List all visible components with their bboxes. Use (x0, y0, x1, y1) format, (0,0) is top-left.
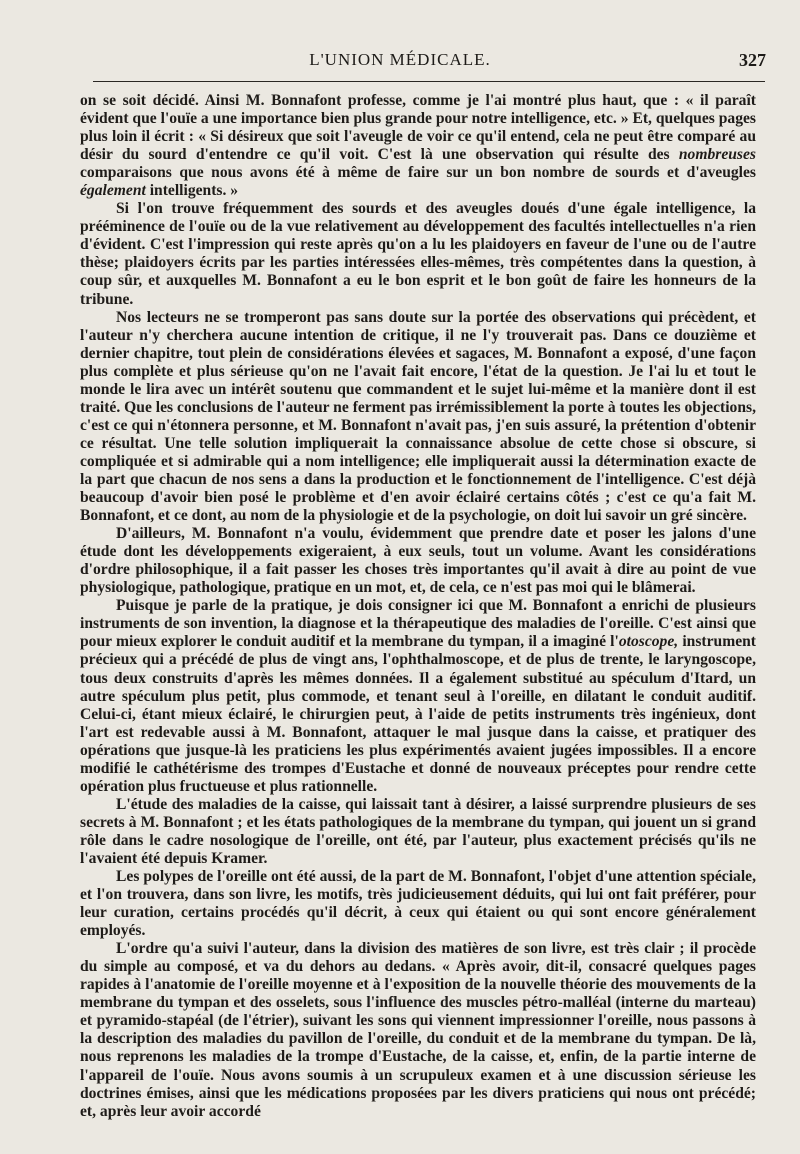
text-run: on se soit décidé. Ainsi M. Bonnafont professe, comme je l'ai montré plus haut, que : « il paraît évident que l'ouïe a une importance bien plus grande pour notre intelligence, etc. » Et, quelques pages plus loin il écrit : « Si désireux que soit l'aveugle de voir ce qu'il entend, cela ne peut être comparé au désir du sourd d'entendre ce qu'il voit. C'est là une observation qui résulte des (80, 92, 756, 164)
text-run: intelligents. » (145, 182, 239, 200)
paragraph (80, 796, 756, 868)
text-run: instrument précieux qui a précédé de plus de vingt ans, l'ophthalmoscope, et de plus de trente, le laryngoscope, tous deux construits d'après les mêmes données. Il a également substitué au spéculum d'Itard, un autre spéculum plus petit, plus commode, et tenant seul à l'oreille, en dilatant le conduit auditif. Celui-ci, étant mieux éclairé, le chirurgien peut, à l'aide de petits instruments très ingénieux, dont l'art est redevable aussi à M. Bonnafont, attaquer le mal jusque dans la caisse, et pratiquer des opérations que jusque-là les praticiens les plus expérimentés avaient jugées impossibles. Il a encore modifié le cathétérisme des trompes d'Eustache et donné de nouveaux préceptes pour rendre cette opération plus fructueuse et plus rationnelle. (80, 633, 756, 795)
journal-title: L'UNION MÉDICALE. (309, 50, 491, 69)
header-rule (93, 81, 765, 82)
paragraph (80, 940, 756, 1120)
text-run: Puisque je parle de la pratique, je dois consigner ici que M. Bonnafont a enrichi de plusieurs instruments de son invention, la diagnose et la thérapeutique des maladies de l'oreille. C'est ainsi que pour mieux explorer le conduit auditif et la membrane du tympan, il a imaginé l' (80, 597, 756, 651)
paragraph (80, 309, 756, 526)
text-run: Nos lecteurs ne se tromperont pas sans doute sur la portée des observations qui précèdent, et l'auteur n'y cherchera aucune intention de critique, il ne l'y trouverait pas. Dans ce douzième et dernier chapitre, tout plein de considérations élevées et sagaces, M. Bonnafont a exposé, d'une façon plus complète et plus sérieuse qu'on ne l'avait fait encore, l'état de la question. Je l'ai lu et tout le monde le lira avec un intérêt soutenu que commandent et le sujet lui-même et la manière dont il est traité. Que les conclusions de l'auteur ne ferment pas irrémissiblement la porte à toutes les objections, c'est ce qui n'étonnera personne, et M. Bonnafont n'avait pas, j'en suis assuré, la prétention d'obtenir ce résultat. Une telle solution impliquerait la connaissance absolue de cette chose si obscure, si compliquée et si admirable qui a nom intelligence; elle impliquerait aussi la détermination exacte de la part que chacun de nos sens a dans la production et le fonctionnement de l'intelligence. C'est déjà beaucoup d'avoir bien posé le problème et d'en avoir éclairé certains côtés ; c'est ce qu'a fait M. Bonnafont, et ce dont, au nom de la physiologie et de la psychologie, on doit lui savoir un gré sincère. (80, 308, 756, 525)
text-run: L'ordre qu'a suivi l'auteur, dans la division des matières de son livre, est très clair ; il procède du simple au composé, et va du dehors au dedans. « Après avoir, dit-il, consacré quelques pages rapides à l'anatomie de l'oreille moyenne et à l'exposition de la nouvelle théorie des mouvements de la membrane du tympan et des osselets, sous l'influence des muscles pétro-malléal (interne du marteau) et pyramido-stapéal (de l'étrier), suivant les sons qui viennent impressionner l'oreille, nous passons à la description des maladies du pavillon de l'oreille, du conduit et de la membrane du tympan. De là, nous reprenons les maladies de la trompe d'Eustache, de la caisse, et, enfin, de la partie interne de l'appareil de l'ouïe. Nous avons soumis à un scrupuleux examen et à une discussion sérieuse les doctrines émises, ainsi que les médications proposées par les divers praticiens qui nous ont précédé; et, après leur avoir accordé (80, 940, 756, 1120)
paragraph (80, 525, 756, 597)
text-run: L'étude des maladies de la caisse, qui laissait tant à désirer, a laissé surprendre plusieurs de ses secrets à M. Bonnafont ; et les états pathologiques de la membrane du tympan, qui jouent un si grand rôle dans le cadre nosologique de l'oreille, ont été, par l'auteur, plus exactement précisés qu'ils ne l'avaient été depuis Kramer. (80, 795, 756, 867)
italic-text: également (80, 182, 146, 200)
italic-text: otoscope, (618, 633, 679, 651)
continued-paragraph (80, 92, 756, 200)
paragraph (80, 597, 756, 796)
text-run: D'ailleurs, M. Bonnafont n'a voulu, évidemment que prendre date et poser les jalons d'une étude dont les développements exigeraient, à eux seuls, tout un volume. Avant les considérations d'ordre philosophique, il a fait passer les choses très importantes qu'il avait à dire au point de vue physiologique, pathologique, pratique en un mot, et, de cela, ce n'est pas moi qui le blâmerai. (80, 525, 756, 597)
text-run: Si l'on trouve fréquemment des sourds et des aveugles doués d'une égale intelligence, la prééminence de l'ouïe ou de la vue relativement au développement des facultés intellectuelles n'a rien d'évident. C'est l'impression qui reste après qu'on a lu les plaidoyers en faveur de l'une ou de l'autre thèse; plaidoyers écrits par les parties intéressées elles-mêmes, très compétentes dans la question, à coup sûr, et auxquelles M. Bonnafont a eu le bon esprit et le bon goût de faire les honneurs de la tribune. (80, 200, 756, 308)
text-run: comparaisons que nous avons été à même de faire sur un bon nombre de sourds et d'aveugles (80, 164, 756, 182)
italic-text: nombreuses (678, 146, 756, 164)
running-head (0, 50, 800, 74)
paragraph (80, 868, 756, 940)
paragraph (80, 200, 756, 308)
text-run: Les polypes de l'oreille ont été aussi, de la part de M. Bonnafont, l'objet d'une attention spéciale, et l'on trouvera, dans son livre, les motifs, très judicieusement déduits, qui lui ont fait préférer, pour leur curation, certains procédés qu'il décrit, à ceux qui étaient ou qui sont encore généralement employés. (80, 868, 756, 940)
body-text (80, 92, 756, 1121)
page-number: 327 (739, 50, 766, 70)
